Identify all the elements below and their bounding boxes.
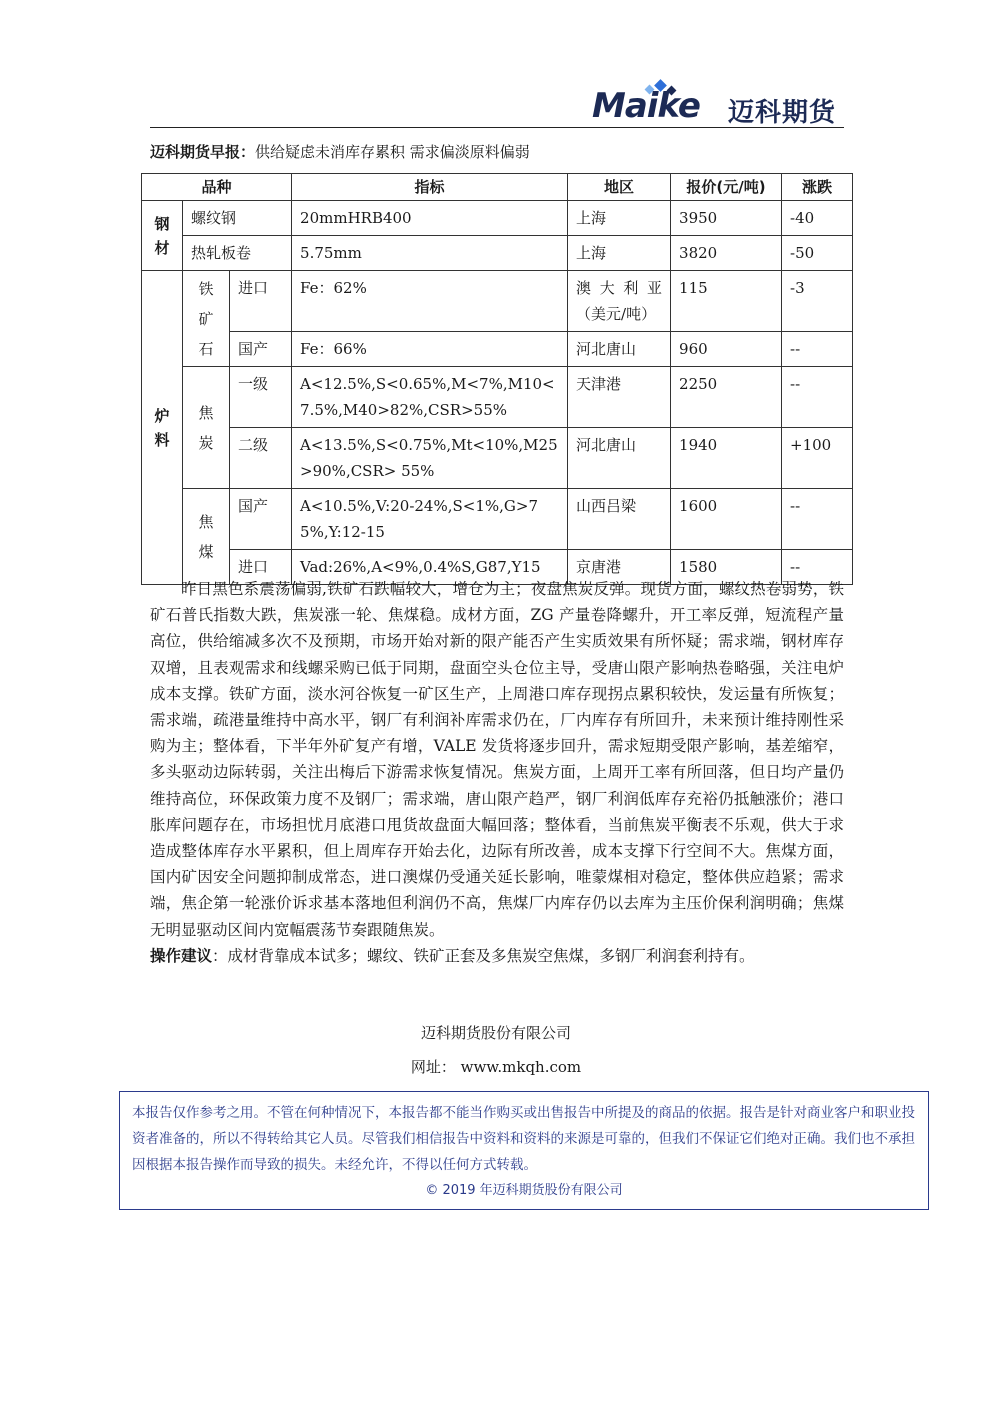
table-row xyxy=(142,236,853,271)
cell-region: 天津港 xyxy=(568,367,671,428)
region-line: 澳 大 利 亚 xyxy=(576,279,663,297)
cell-spec: 20mmHRB400 xyxy=(292,201,568,236)
disclaimer-text: 本报告仅作参考之用。不管在何种情况下，本报告都不能当作购买或出售报告中所提及的商品的依据。报告是针对商业客户和职业投资者准备的，所以不得转给其它人员。尽管我们相信报告中资料和资料的来源是可靠的，但我们不保证它们绝对正确。我们也不承担因根据本报告操作而导致的损失。未经允许，不得以任何方式转载。 xyxy=(132,1105,915,1173)
cell-price: 3950 xyxy=(671,201,782,236)
header-price: 报价(元/吨) xyxy=(671,174,782,201)
table-row xyxy=(142,428,853,489)
cell-region: 上海 xyxy=(568,201,671,236)
cell-sub: 国产 xyxy=(230,489,292,550)
cell-change: +100 xyxy=(782,428,853,489)
cell-sub: 二级 xyxy=(230,428,292,489)
cell-spec: 5.75mm xyxy=(292,236,568,271)
cell-price: 2250 xyxy=(671,367,782,428)
cell-spec: A<13.5%,S<0.75%,Mt<10%,M25>90%,CSR> 55% xyxy=(292,428,568,489)
header-divider xyxy=(150,127,844,128)
report-title-label: 迈科期货早报： xyxy=(150,143,256,161)
report-title xyxy=(150,141,530,162)
table-row xyxy=(142,489,853,550)
cell-name: 热轧板卷 xyxy=(183,236,292,271)
cell-change: -- xyxy=(782,489,853,550)
header-variety: 品种 xyxy=(142,174,292,201)
disclaimer-box xyxy=(119,1091,929,1210)
cell-price: 1940 xyxy=(671,428,782,489)
cell-sub: 进口 xyxy=(230,550,292,585)
cell-sub: 进口 xyxy=(230,271,292,332)
header-logo xyxy=(592,78,852,126)
cell-region: 河北唐山 xyxy=(568,428,671,489)
table-row xyxy=(142,201,853,236)
table-row xyxy=(142,367,853,428)
cell-change: -- xyxy=(782,550,853,585)
group-coking-coal: 焦煤 xyxy=(183,489,230,585)
cell-change: -50 xyxy=(782,236,853,271)
price-table xyxy=(141,173,853,585)
cell-name: 螺纹钢 xyxy=(183,201,292,236)
group-iron-ore: 铁矿石 xyxy=(183,271,230,367)
cell-spec: Fe：66% xyxy=(292,332,568,367)
logo-company-name: 迈科期货 xyxy=(728,98,837,128)
cell-spec: A<12.5%,S<0.65%,M<7%,M10<7.5%,M40>82%,CSR>55% xyxy=(292,367,568,428)
cell-price: 115 xyxy=(671,271,782,332)
cell-spec: Vad:26%,A<9%,0.4%S,G87,Y15 xyxy=(292,550,568,585)
cell-region: 京唐港 xyxy=(568,550,671,585)
commentary-paragraph: 昨日黑色系震荡偏弱,铁矿石跌幅较大，增仓为主；夜盘焦炭反弹。现货方面，螺纹热卷弱势，铁矿石普氏指数大跌，焦炭涨一轮、焦煤稳。成材方面，ZG 产量卷降螺升，开工率反弹，短流程产量高位，供给缩减多次不及预期，市场开始对新的限产能否产生实质效果有所怀疑；需求端，钢材库存双增，且表观需求和线螺采购已低于同期，盘面空头仓位主导，受唐山限产影响热卷略强，关注电炉成本支撑。铁矿方面，淡水河谷恢复一矿区生产，上周港口库存现拐点累积较快，发运量有所恢复；需求端，疏港量维持中高水平，钢厂有利润补库需求仍在，厂内库存有所回升，未来预计维持刚性采购为主；整体看，下半年外矿复产有增，VALE 发货将逐步回升，需求短期受限产影响，基差缩窄，多头驱动边际转弱，关注出梅后下游需求恢复情况。焦炭方面，上周开工率有所回落，但日均产量仍维持高位，环保政策力度不及钢厂；需求端，唐山限产趋严，钢厂利润低库存充裕仍抵触涨价；港口胀库问题存在，市场担忧月底港口甩货故盘面大幅回落；整体看，当前焦炭平衡表不乐观，供大于求造成整体库存水平累积，但上周库存开始去化，边际有所改善，成本支撑下行空间不大。焦煤方面，国内矿因安全问题抑制成常态，进口澳煤仍受通关延长影响，唯蒙煤相对稳定，整体供应趋紧；需求端，焦企第一轮涨价诉求基本落地但利润仍不高，焦煤厂内库存仍以去库为主压价保利润明确；焦煤无明显驱动区间内宽幅震荡节奏跟随焦炭。 xyxy=(150,580,844,939)
company-name: 迈科期货股份有限公司 xyxy=(420,1024,571,1042)
cell-price: 960 xyxy=(671,332,782,367)
group-steel: 钢材 xyxy=(142,201,183,271)
cell-sub: 国产 xyxy=(230,332,292,367)
report-title-text: 供给疑虑未消库存累积 需求偏淡原料偏弱 xyxy=(255,143,530,161)
cell-sub: 一级 xyxy=(230,367,292,428)
advice-colon: ： xyxy=(212,946,228,965)
cell-price: 3820 xyxy=(671,236,782,271)
cell-region: 上海 xyxy=(568,236,671,271)
header-region: 地区 xyxy=(568,174,671,201)
website-line: 网址： www.mkqh.com xyxy=(410,1058,582,1076)
table-row xyxy=(142,271,853,332)
cell-change: -3 xyxy=(782,271,853,332)
cell-spec: A<10.5%,V:20-24%,S<1%,G>75%,Y:12-15 xyxy=(292,489,568,550)
cell-region: 山西吕梁 xyxy=(568,489,671,550)
copyright-notice: © 2019 年迈科期货股份有限公司 xyxy=(425,1183,623,1198)
header-indicator: 指标 xyxy=(292,174,568,201)
advice-text: 成材背靠成本试多；螺纹、铁矿正套及多焦炭空焦煤，多钢厂利润套利持有。 xyxy=(227,946,755,965)
cell-change: -40 xyxy=(782,201,853,236)
table-row xyxy=(142,332,853,367)
group-furnace: 炉料 xyxy=(142,271,183,585)
cell-price: 1600 xyxy=(671,489,782,550)
table-header-row xyxy=(142,174,853,201)
cell-region: 河北唐山 xyxy=(568,332,671,367)
group-coke: 焦炭 xyxy=(183,367,230,489)
operation-advice xyxy=(150,943,844,969)
advice-label: 操作建议 xyxy=(150,946,213,965)
cell-price: 1580 xyxy=(671,550,782,585)
logo-wordmark: Maike xyxy=(592,86,700,126)
cell-change: -- xyxy=(782,367,853,428)
cell-change: -- xyxy=(782,332,853,367)
cell-spec: Fe：62% xyxy=(292,271,568,332)
header-change: 涨跌 xyxy=(782,174,853,201)
region-unit: （美元/吨） xyxy=(576,305,657,323)
commentary xyxy=(150,576,844,969)
cell-region xyxy=(568,271,671,332)
